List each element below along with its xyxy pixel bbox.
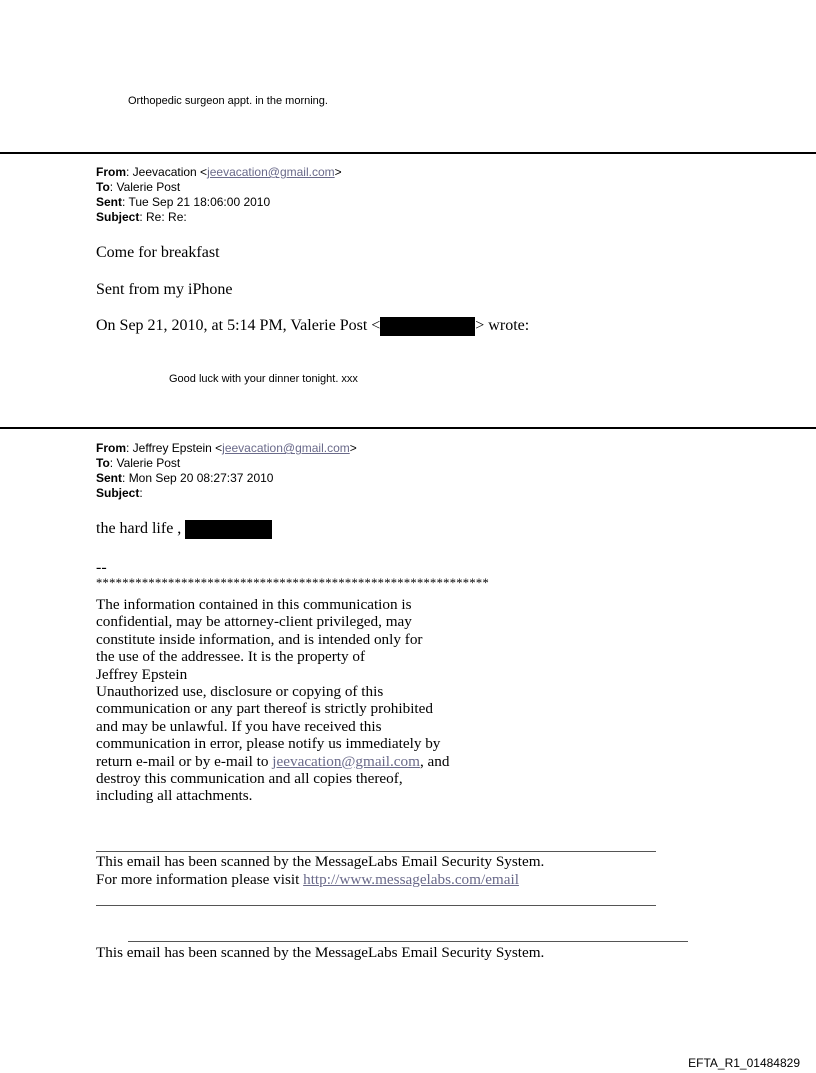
document-id: EFTA_R1_01484829 [688,1056,800,1070]
from-row: From: Jeffrey Epstein <jeevacation@gmail.com> [96,441,357,455]
from-email-link[interactable]: jeevacation@gmail.com [222,441,350,455]
disclaimer-line: and may be unlawful. If you have received this [96,717,382,735]
disclaimer-line: destroy this communication and all copies thereof, [96,770,403,788]
signature-dash: -- [96,559,107,576]
disclaimer-line: communication or any part thereof is strictly prohibited [96,700,433,718]
scan-top-rule [96,851,656,852]
disclaimer-return-line: return e-mail or by e-mail to jeevacation@gmail.com, and [96,752,450,770]
disclaimer-line: confidential, may be attorney-client privileged, may [96,613,412,631]
divider-2 [0,427,816,429]
redaction-box [380,317,475,336]
email-1-header [96,165,342,225]
email-2-header [96,441,357,501]
email-1-line-2: Sent from my iPhone [96,281,233,298]
disclaimer-line: including all attachments. [96,787,253,805]
subject-row: Subject: [96,486,143,500]
sent-row: Sent: Tue Sep 21 18:06:00 2010 [96,195,271,209]
scan-info-line: For more information please visit http://www.messagelabs.com/email [96,871,519,888]
star-separator: ************************************************************ [96,576,489,590]
to-row: To: Valerie Post [96,456,181,470]
scan-notice-1: This email has been scanned by the MessageLabs Email Security System. [96,853,545,870]
email-1-quoted-text: Good luck with your dinner tonight. xxx [169,373,358,385]
subject-row: Subject: Re: Re: [96,210,187,224]
disclaimer-line: Unauthorized use, disclosure or copying of this [96,683,384,701]
from-email-link[interactable]: jeevacation@gmail.com [207,165,335,179]
messagelabs-link[interactable]: http://www.messagelabs.com/email [303,871,519,888]
sent-row: Sent: Mon Sep 20 08:27:37 2010 [96,471,274,485]
from-row: From: Jeevacation <jeevacation@gmail.com> [96,165,342,179]
disclaimer-line: The information contained in this communication is [96,596,412,613]
divider-1 [0,152,816,154]
scan-notice-2: This email has been scanned by the MessageLabs Email Security System. [96,944,545,961]
email-1-line-1: Come for breakfast [96,244,220,261]
disclaimer-line: communication in error, please notify us immediately by [96,735,441,753]
disclaimer-email-link[interactable]: jeevacation@gmail.com [272,752,420,770]
scan-rule-2 [128,941,688,942]
email-2-body-line: the hard life , [96,520,272,539]
top-note: Orthopedic surgeon appt. in the morning. [128,95,328,107]
email-1-quote-line: On Sep 21, 2010, at 5:14 PM, Valerie Post < > wrote: [96,317,530,335]
to-row: To: Valerie Post [96,180,181,194]
redaction-box [185,520,272,539]
disclaimer-line: constitute inside information, and is intended only for [96,630,423,648]
disclaimer-line: the use of the addressee. It is the property of [96,648,366,666]
disclaimer-line: Jeffrey Epstein [96,665,188,683]
scan-bottom-rule [96,905,656,906]
confidentiality-disclaimer [96,596,566,805]
